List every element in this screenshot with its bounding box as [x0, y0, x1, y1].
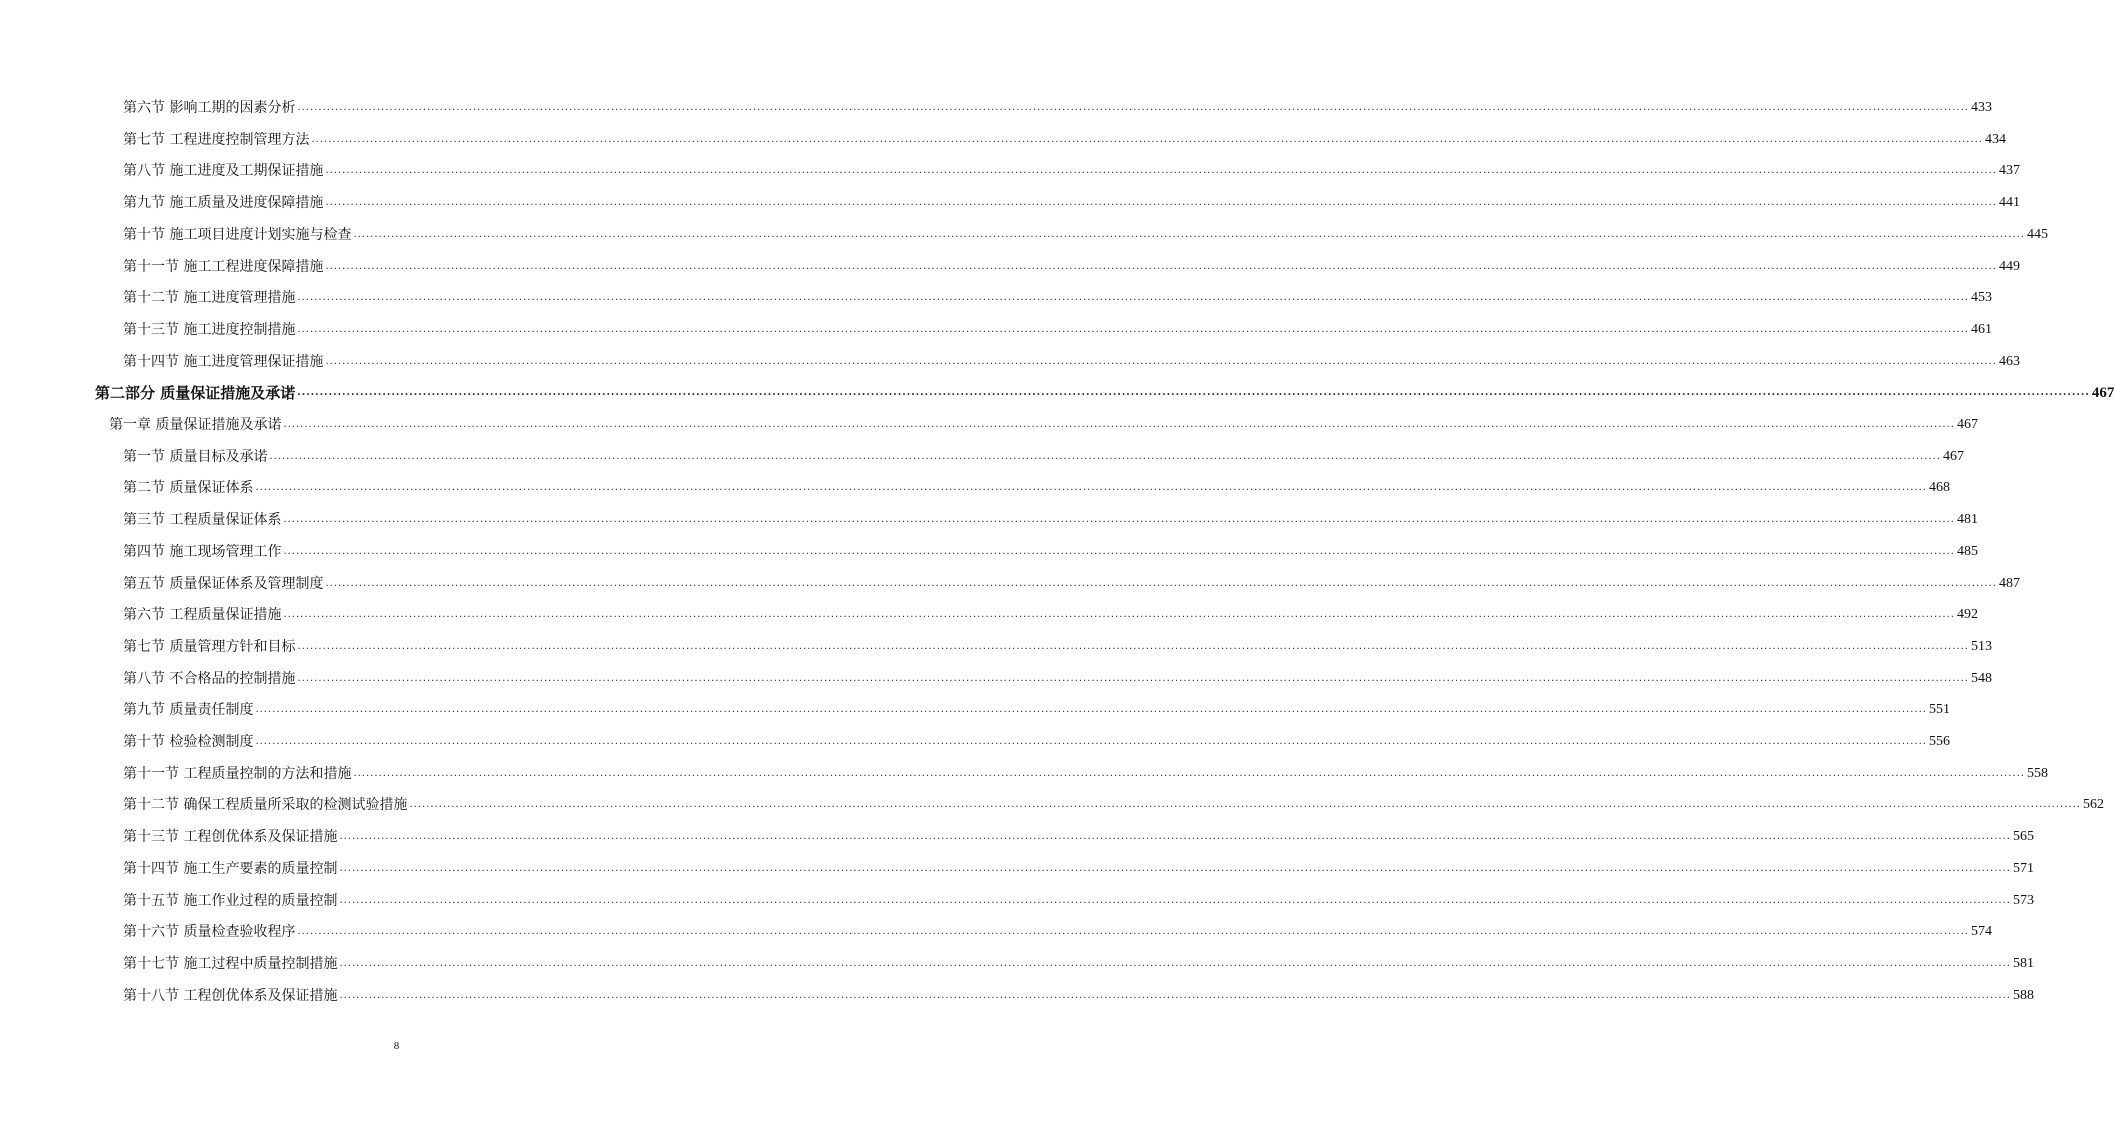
toc-entry-page: 581: [2012, 955, 2034, 971]
toc-entry-page: 441: [1998, 195, 2020, 211]
toc-entry-title: 第八节 施工进度及工期保证措施: [123, 163, 324, 180]
toc-entry-title: 第十六节 质量检查验收程序: [123, 924, 296, 941]
toc-entry-title: 第二节 质量保证体系: [123, 480, 254, 497]
toc-entry-page: 437: [1998, 163, 2020, 179]
toc-entry-title: 第十节 检验检测制度: [123, 734, 254, 750]
toc-section-entry[interactable]: [123, 666, 1992, 688]
toc-entry-page: 548: [1970, 670, 1992, 686]
toc-dot-leader: ................................................................................................................................................................................................................................................................................................................................................................................................................: [325, 197, 1997, 209]
toc-dot-leader: ................................................................................................................................................................................................................................................................................................................................................................................................................: [297, 292, 1969, 304]
toc-dot-leader: ................................................................................................................................................................................................................................................................................................................................................................................................................: [255, 482, 1927, 494]
toc-entry-page: 481: [1956, 512, 1978, 528]
toc-section-entry[interactable]: [123, 634, 1992, 656]
toc-entry-page: 574: [1970, 924, 1992, 940]
toc-dot-leader: ................................................................................................................................................................................................................................................................................................................................................................................................................: [283, 419, 1955, 430]
toc-entry-title: 第十三节 工程创优体系及保证措施: [123, 829, 338, 846]
toc-dot-leader: ................................................................................................................................................................................................................................................................................................................................................................................................................: [255, 736, 1927, 747]
toc-entry-page: 588: [2012, 987, 2034, 1003]
toc-dot-leader: ................................................................................................................................................................................................................................................................................................................................................................................................................: [311, 133, 1983, 145]
toc-entry-page: 467: [2091, 385, 2114, 402]
toc-section-entry[interactable]: [123, 190, 2020, 212]
toc-entry-page: 434: [1984, 131, 2006, 147]
toc-entry-page: 461: [1970, 321, 1992, 337]
toc-section-entry[interactable]: [123, 444, 1964, 466]
toc-dot-leader: ................................................................................................................................................................................................................................................................................................................................................................................................................: [339, 894, 2011, 906]
toc-entry-page: 565: [2012, 829, 2034, 845]
toc-entry-title: 第七节 质量管理方针和目标: [123, 638, 296, 655]
toc-dot-leader: ................................................................................................................................................................................................................................................................................................................................................................................................................: [283, 609, 1955, 621]
toc-entry-title: 第六节 工程质量保证措施: [123, 607, 282, 624]
toc-entry-title: 第九节 施工质量及进度保障措施: [123, 195, 324, 212]
toc-entry-title: 第十七节 施工过程中质量控制措施: [123, 955, 338, 972]
toc-dot-leader: ................................................................................................................................................................................................................................................................................................................................................................................................................: [325, 355, 1997, 367]
toc-section-entry[interactable]: [123, 475, 1950, 497]
toc-entry-page: 573: [2012, 892, 2034, 908]
toc-entry-title: 第十五节 施工作业过程的质量控制: [123, 892, 338, 909]
toc-section-entry[interactable]: [123, 761, 2048, 783]
toc-entry-title: 第十一节 施工工程进度保障措施: [123, 258, 324, 275]
toc-dot-leader: ................................................................................................................................................................................................................................................................................................................................................................................................................: [283, 514, 1955, 526]
toc-entry-title: 第十四节 施工生产要素的质量控制: [123, 860, 338, 877]
toc-section-entry[interactable]: [123, 127, 2006, 149]
toc-entry-title: 第十二节 确保工程质量所采取的检测试验措施: [123, 797, 408, 814]
toc-entry-title: 第三节 工程质量保证体系: [123, 512, 282, 529]
toc-entry-page: 453: [1970, 290, 1992, 306]
toc-entry-title: 第四节 施工现场管理工作: [123, 543, 282, 560]
toc-entry-title: 第十八节 工程创优体系及保证措施: [123, 987, 338, 1004]
toc-dot-leader: ................................................................................................................................................................................................................................................................................................................................................................................................................: [325, 165, 1997, 177]
toc-dot-leader: ................................................................................................................................................................................................................................................................................................................................................................................................................: [325, 577, 1997, 589]
toc-section-entry[interactable]: [123, 856, 2034, 878]
toc-section-entry[interactable]: [123, 539, 1978, 561]
toc-dot-leader: ................................................................................................................................................................................................................................................................................................................................................................................................................: [297, 323, 1969, 335]
toc-entry-title: 第十一节 工程质量控制的方法和措施: [123, 765, 352, 782]
toc-section-entry[interactable]: [123, 95, 1992, 117]
toc-entry-title: 第一章 质量保证措施及承诺: [109, 417, 282, 433]
toc-entry-page: 487: [1998, 575, 2020, 591]
toc-section-entry[interactable]: [123, 317, 1992, 339]
toc-entry-page: 551: [1928, 702, 1950, 718]
toc-part-entry[interactable]: [95, 380, 2114, 403]
toc-entry-page: 485: [1956, 543, 1978, 559]
toc-section-entry[interactable]: [123, 824, 2034, 846]
toc-entry-page: 562: [2082, 797, 2104, 813]
toc-dot-leader: ................................................................................................................................................................................................................................................................................................................................................................................................................: [297, 387, 2090, 399]
toc-entry-title: 第六节 影响工期的因素分析: [123, 100, 296, 116]
toc-entry-page: 571: [2012, 860, 2034, 876]
toc-entry-page: 467: [1942, 448, 1964, 464]
toc-section-entry[interactable]: [123, 254, 2020, 276]
toc-entry-title: 第九节 质量责任制度: [123, 702, 254, 719]
toc-entry-title: 第十节 施工项目进度计划实施与检查: [123, 226, 352, 243]
toc-dot-leader: ................................................................................................................................................................................................................................................................................................................................................................................................................: [283, 545, 1955, 557]
toc-section-entry[interactable]: [123, 697, 1950, 719]
toc-entry-title: 第七节 工程进度控制管理方法: [123, 131, 310, 148]
toc-section-entry[interactable]: [123, 571, 2020, 593]
toc-dot-leader: ................................................................................................................................................................................................................................................................................................................................................................................................................: [339, 862, 2011, 874]
toc-entry-title: 第二部分 质量保证措施及承诺: [95, 384, 296, 403]
toc-chapter-entry[interactable]: [109, 412, 1978, 434]
toc-dot-leader: ................................................................................................................................................................................................................................................................................................................................................................................................................: [269, 450, 1941, 462]
toc-dot-leader: ................................................................................................................................................................................................................................................................................................................................................................................................................: [297, 672, 1969, 684]
toc-entry-title: 第五节 质量保证体系及管理制度: [123, 575, 324, 592]
toc-dot-leader: ................................................................................................................................................................................................................................................................................................................................................................................................................: [339, 957, 2011, 969]
toc-section-entry[interactable]: [123, 602, 1978, 624]
toc-entry-title: 第八节 不合格品的控制措施: [123, 670, 296, 687]
toc-dot-leader: ................................................................................................................................................................................................................................................................................................................................................................................................................: [255, 704, 1927, 716]
toc-entry-page: 558: [2026, 765, 2048, 781]
toc-section-entry[interactable]: [123, 983, 2034, 1005]
toc-entry-title: 第十四节 施工进度管理保证措施: [123, 353, 324, 370]
toc-entry-page: 492: [1956, 607, 1978, 623]
page-number: 8: [393, 1040, 400, 1052]
toc-entry-page: 467: [1956, 417, 1978, 432]
toc-entry-page: 556: [1928, 734, 1950, 749]
toc-dot-leader: ................................................................................................................................................................................................................................................................................................................................................................................................................: [409, 799, 2081, 811]
toc-entry-page: 463: [1998, 353, 2020, 369]
toc-entry-title: 第十二节 施工进度管理措施: [123, 290, 296, 307]
toc-section-entry[interactable]: [123, 349, 2020, 371]
toc-section-entry[interactable]: [123, 729, 1950, 751]
toc-dot-leader: ................................................................................................................................................................................................................................................................................................................................................................................................................: [325, 260, 1997, 272]
toc-section-entry[interactable]: [123, 792, 2104, 814]
toc-entry-page: 449: [1998, 258, 2020, 274]
toc-section-entry[interactable]: [123, 919, 1992, 941]
toc-entry-page: 468: [1928, 480, 1950, 496]
toc-section-entry[interactable]: [123, 285, 1992, 307]
toc-dot-leader: ................................................................................................................................................................................................................................................................................................................................................................................................................: [353, 767, 2025, 779]
toc-section-entry[interactable]: [123, 158, 2020, 180]
toc-dot-leader: ................................................................................................................................................................................................................................................................................................................................................................................................................: [297, 926, 1969, 938]
toc-section-entry[interactable]: [123, 222, 2048, 244]
toc-entry-page: 513: [1970, 638, 1992, 654]
toc-entry-page: 445: [2026, 226, 2048, 242]
toc-entry-title: 第十三节 施工进度控制措施: [123, 321, 296, 338]
toc-entry-title: 第一节 质量目标及承诺: [123, 448, 268, 465]
toc-section-entry[interactable]: [123, 951, 2034, 973]
toc-section-entry[interactable]: [123, 507, 1978, 529]
toc-dot-leader: ................................................................................................................................................................................................................................................................................................................................................................................................................: [297, 102, 1969, 113]
toc-dot-leader: ................................................................................................................................................................................................................................................................................................................................................................................................................: [297, 640, 1969, 652]
toc-entry-page: 433: [1970, 100, 1992, 115]
toc-dot-leader: ................................................................................................................................................................................................................................................................................................................................................................................................................: [339, 831, 2011, 843]
toc-section-entry[interactable]: [123, 888, 2034, 910]
toc-dot-leader: ................................................................................................................................................................................................................................................................................................................................................................................................................: [339, 989, 2011, 1001]
toc-dot-leader: ................................................................................................................................................................................................................................................................................................................................................................................................................: [353, 228, 2025, 240]
